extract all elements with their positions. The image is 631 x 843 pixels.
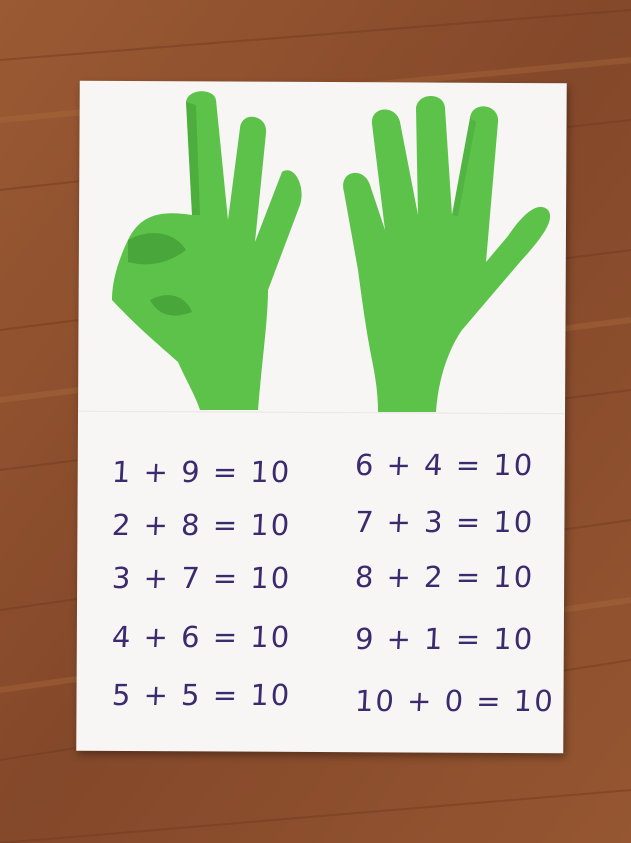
equation-2: 2 + 8 = 10 xyxy=(111,508,293,542)
equation-6: 6 + 4 = 10 xyxy=(354,448,536,482)
equation-9: 9 + 1 = 10 xyxy=(354,622,536,656)
equation-3: 3 + 7 = 10 xyxy=(111,561,293,595)
equation-7: 7 + 3 = 10 xyxy=(354,505,536,539)
equation-4: 4 + 6 = 10 xyxy=(111,620,293,654)
equation-8: 8 + 2 = 10 xyxy=(354,560,536,594)
equation-1: 1 + 9 = 10 xyxy=(111,455,293,489)
equation-5: 5 + 5 = 10 xyxy=(111,678,293,712)
paper-fold-line xyxy=(78,411,565,416)
equation-10: 10 + 0 = 10 xyxy=(354,684,556,718)
